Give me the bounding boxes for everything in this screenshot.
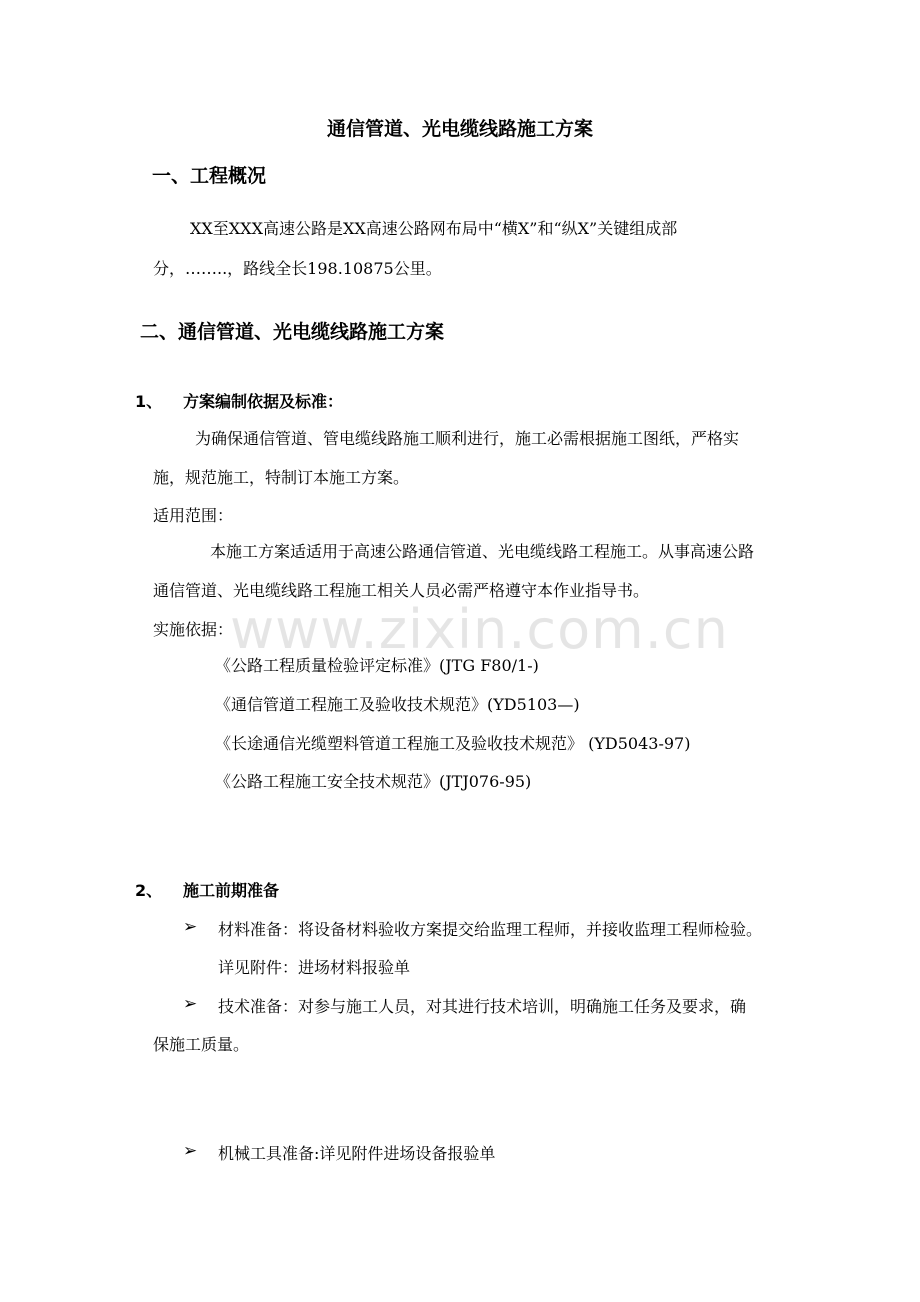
arrow-bullet-icon: ➢: [183, 917, 198, 937]
material-prep-line-2: 详见附件：进场材料报验单: [218, 958, 411, 977]
subsection-1-heading: 方案编制依据及标准：: [183, 392, 344, 411]
subsection-2-number: 2、: [135, 881, 163, 900]
implementation-basis-label: 实施依据：: [153, 620, 234, 639]
basis-para-line-2: 施，规范施工，特制订本施工方案。: [153, 468, 410, 487]
subsection-2-heading: 施工前期准备: [183, 881, 280, 900]
standard-item: 《长途通信光缆塑料管道工程施工及验收技术规范》 (YD5043-97): [215, 734, 691, 753]
overview-para-line-2: 分，……..，路线全长198.10875公里。: [153, 259, 442, 278]
watermark: www.zixin.com.cn: [230, 598, 729, 661]
scope-line-1: 本施工方案适适用于高速公路通信管道、光电缆线路工程施工。从事高速公路: [210, 542, 755, 561]
basis-para-line-1: 为确保通信管道、管电缆线路施工顺利进行，施工必需根据施工图纸，严格实: [195, 429, 740, 448]
subsection-1-number: 1、: [135, 392, 163, 411]
standard-item: 《公路工程施工安全技术规范》(JTJ076-95): [215, 772, 532, 791]
technical-prep-line-2: 保施工质量。: [153, 1035, 250, 1054]
arrow-bullet-icon: ➢: [183, 994, 198, 1014]
arrow-bullet-icon: ➢: [183, 1141, 198, 1161]
scope-line-2: 通信管道、光电缆线路工程施工相关人员必需严格遵守本作业指导书。: [153, 581, 650, 600]
standard-item: 《通信管道工程施工及验收技术规范》(YD5103—): [215, 695, 580, 714]
section-2-heading: 二、通信管道、光电缆线路施工方案: [140, 321, 445, 343]
scope-label: 适用范围：: [153, 506, 234, 525]
material-prep-line-1: 材料准备：将设备材料验收方案提交给监理工程师，并接收监理工程师检验。: [218, 920, 763, 939]
standard-item: 《公路工程质量检验评定标准》(JTG F80/1-): [215, 656, 539, 675]
machinery-prep-line: 机械工具准备:详见附件进场设备报验单: [218, 1144, 496, 1163]
overview-para-line-1: XX至XXX高速公路是XX高速公路网布局中“横X”和“纵X”关键组成部: [190, 219, 678, 238]
document-title: 通信管道、光电缆线路施工方案: [326, 118, 593, 140]
section-1-heading: 一、工程概况: [152, 165, 267, 187]
technical-prep-line-1: 技术准备：对参与施工人员，对其进行技术培训，明确施工任务及要求，确: [218, 997, 747, 1016]
